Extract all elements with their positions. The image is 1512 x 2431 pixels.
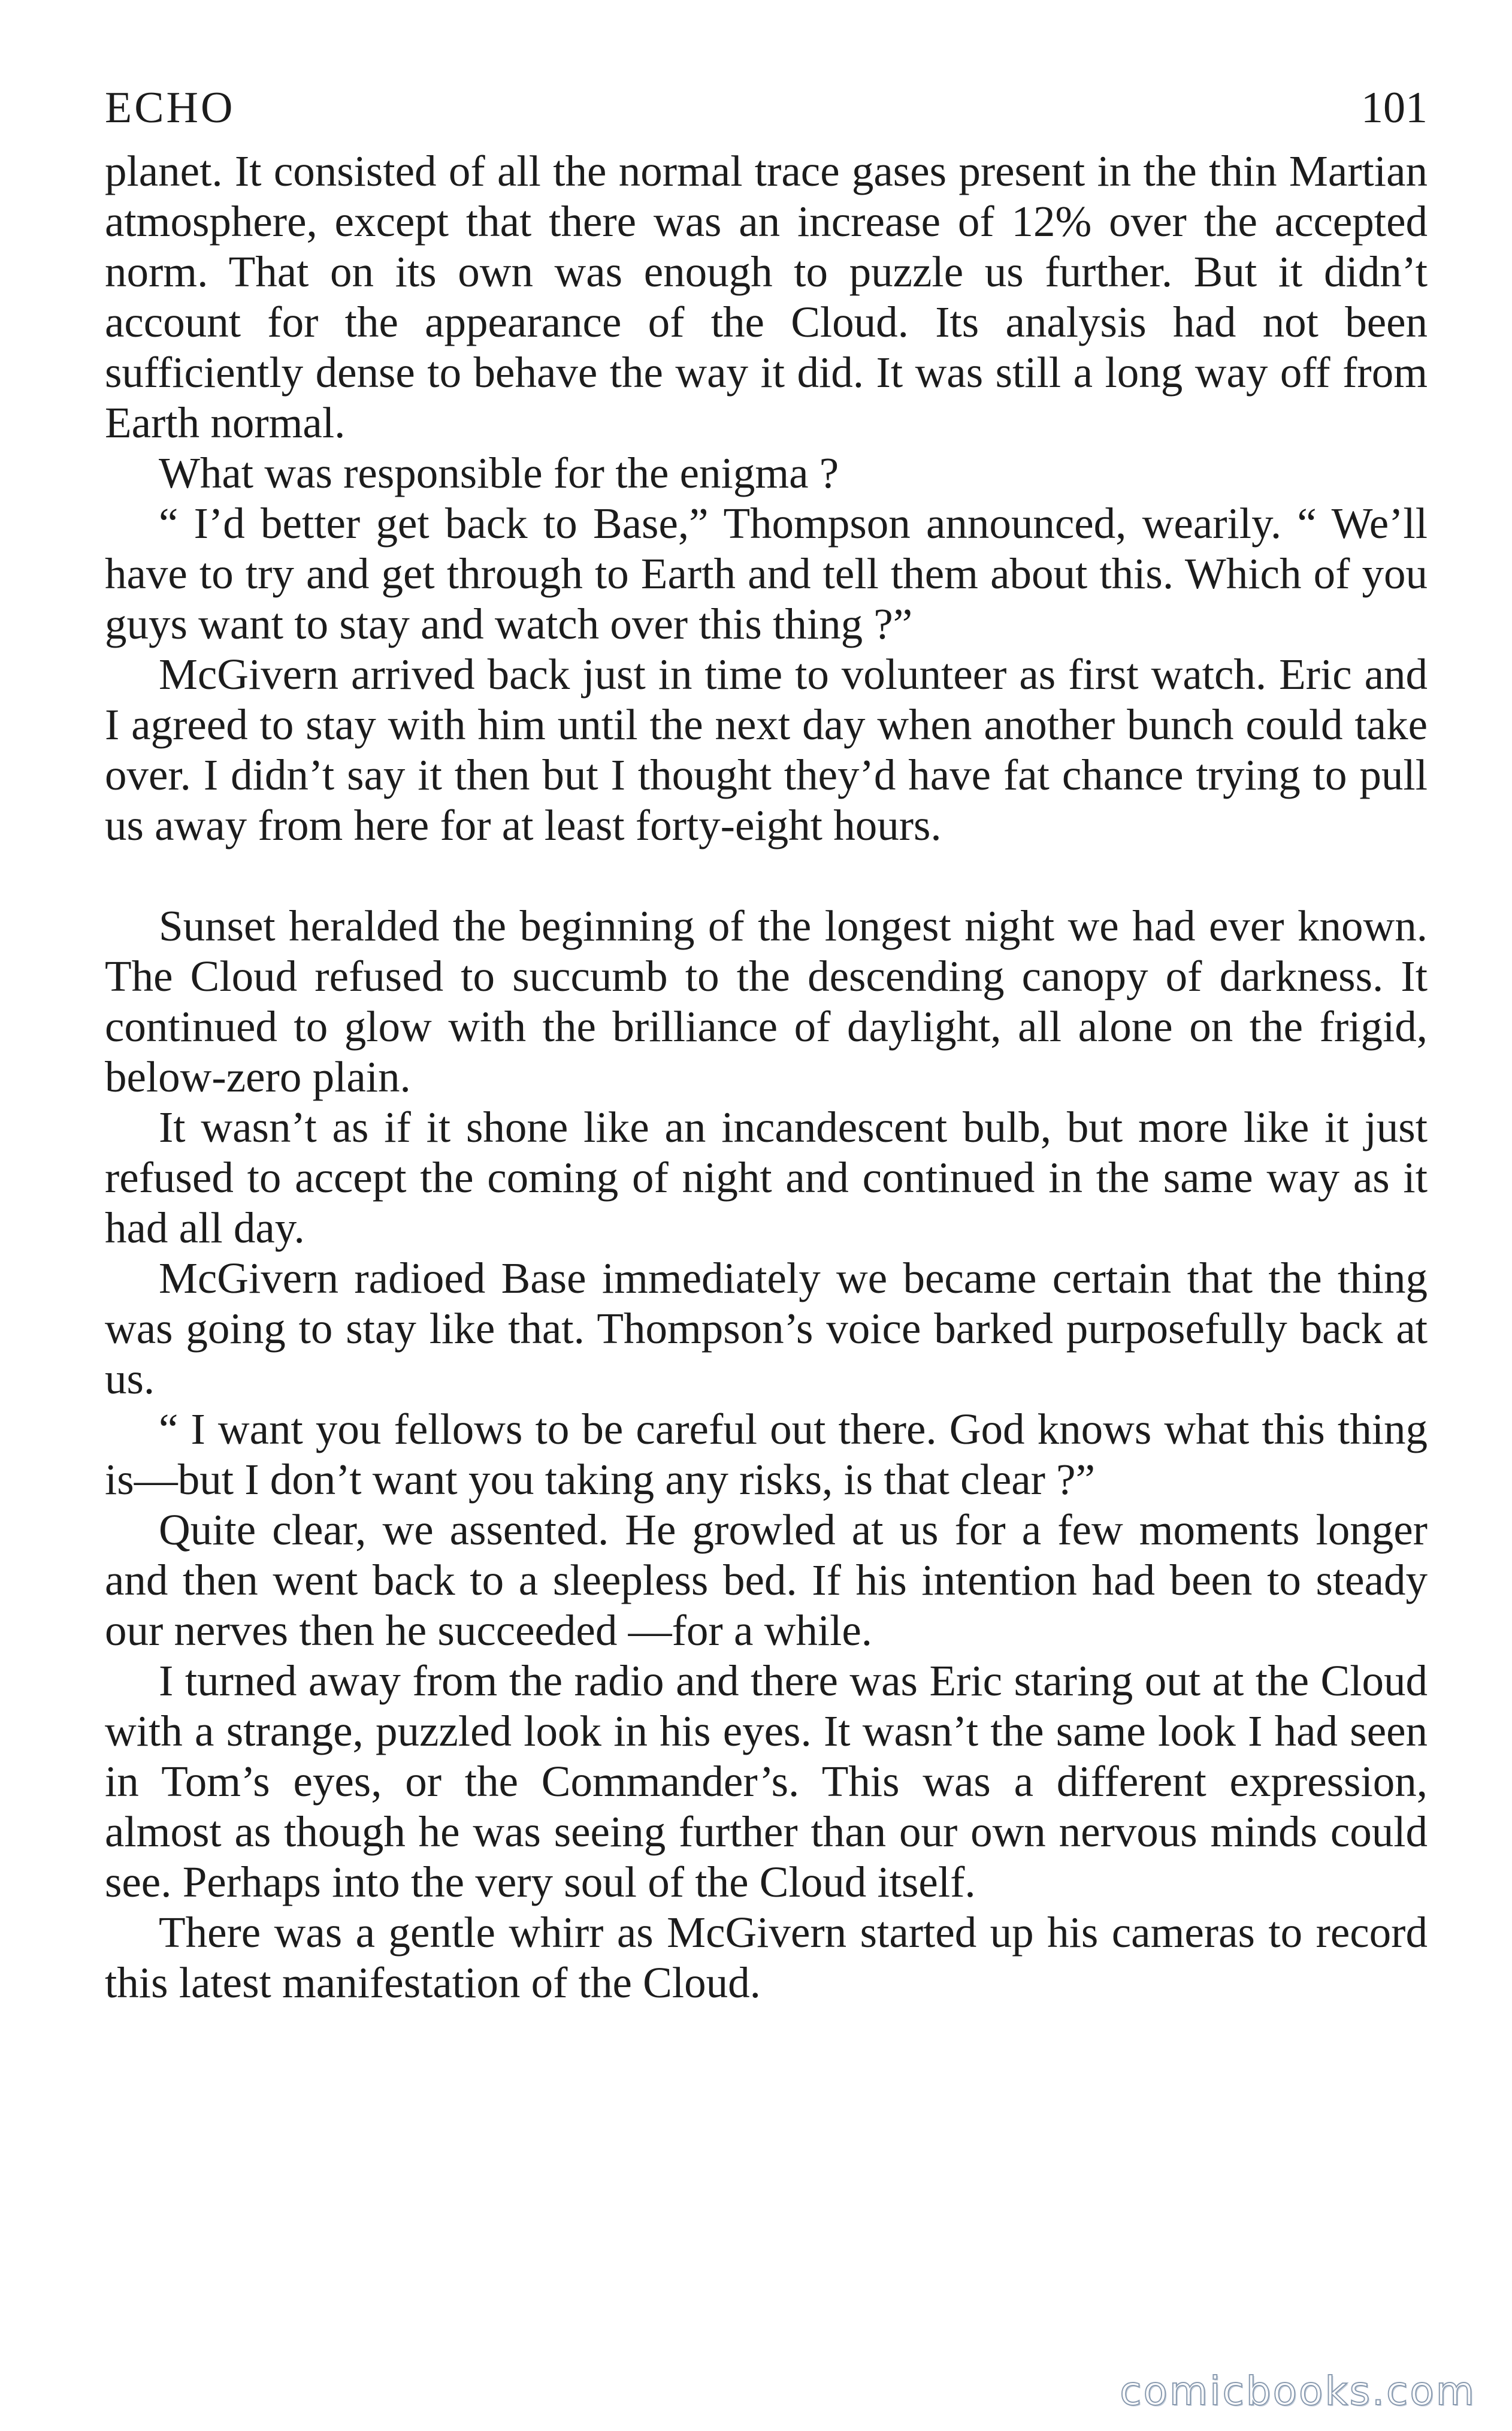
- paragraph-10: I turned away from the radio and there was Eric staring out at the Cloud with a strange, puzzled look in his eyes. It wasn’t the same look I had seen in Tom’s eyes, or the Commander’s. This was a different expression, almost as though he was seeing further than our own nervous minds could see. Perhaps into the very soul of the Cloud itself.: [105, 1656, 1428, 1906]
- paragraph-7: McGivern radioed Base immediately we became certain that the thing was going to stay like that. Thompson’s voice barked purposefully back at us.: [105, 1254, 1428, 1403]
- paragraph-5: Sunset heralded the beginning of the longest night we had ever known. The Cloud refused to succumb to the descending canopy of darkness. It continued to glow with the brilliance of daylight, all alone on the frigid, below-zero plain.: [105, 902, 1428, 1101]
- paragraph-8: “ I want you fellows to be careful out there. God knows what this thing is—but I don’t want you taking any risks, is that clear ?”: [105, 1405, 1428, 1504]
- paragraph-9: Quite clear, we assented. He growled at us for a few moments longer and then went back to a sleepless bed. If his intention had been to steady our nerves then he succeeded —for a while.: [105, 1505, 1428, 1655]
- page-header: [105, 78, 1428, 138]
- book-page: [105, 78, 1428, 2008]
- page-number: 101: [1361, 83, 1428, 132]
- paragraph-2: What was responsible for the enigma ?: [159, 449, 839, 497]
- body-text: [105, 146, 1428, 2008]
- watermark-logo: comicbooks.com: [1120, 2368, 1476, 2414]
- paragraph-11: There was a gentle whirr as McGivern started up his cameras to record this latest manifestation of the Cloud.: [105, 1908, 1428, 2007]
- paragraph-3: “ I’d better get back to Base,” Thompson announced, wearily. “ We’ll have to try and get through to Earth and tell them about this. Which of you guys want to stay and watch over this thing ?”: [105, 499, 1428, 648]
- paragraph-6: It wasn’t as if it shone like an incandescent bulb, but more like it just refused to accept the coming of night and continued in the same way as it had all day.: [105, 1103, 1428, 1252]
- paragraph-4: McGivern arrived back just in time to volunteer as first watch. Eric and I agreed to stay with him until the next day when another bunch could take over. I didn’t say it then but I thought they’d have fat chance trying to pull us away from here for at least forty-eight hours.: [105, 650, 1428, 849]
- paragraph-1: planet. It consisted of all the normal trace gases present in the thin Martian atmosphere, except that there was an increase of 12% over the accepted norm. That on its own was enough to puzzle us further. But it didn’t account for the appearance of the Cloud. Its analysis had not been sufficiently dense to behave the way it did. It was still a long way off from Earth normal.: [105, 147, 1428, 447]
- running-head: ECHO: [105, 83, 235, 132]
